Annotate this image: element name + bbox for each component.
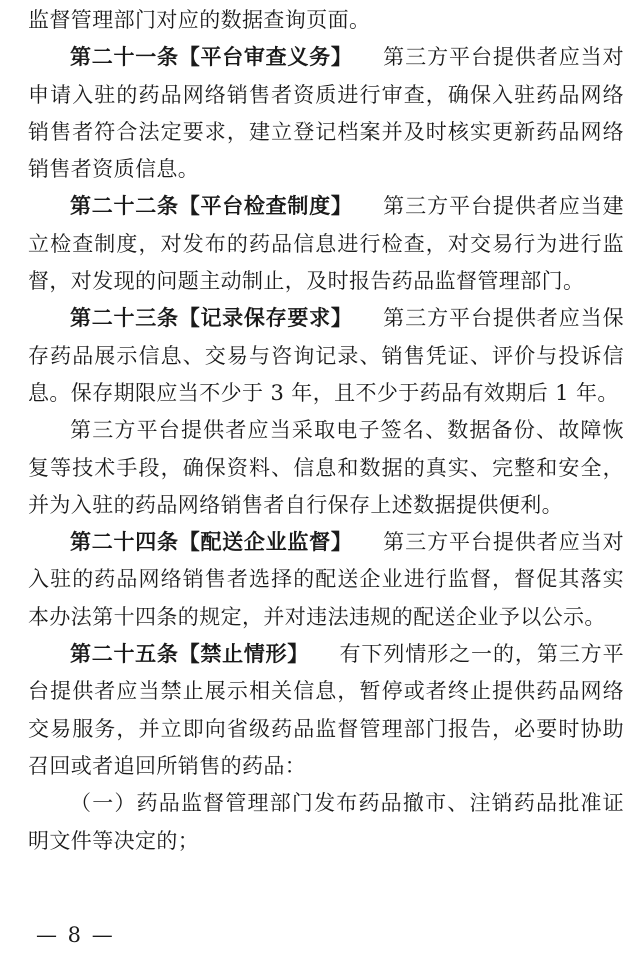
article-24	[28, 524, 624, 636]
article-24-text: 第三方平台提供者应当对入驻的药品网络销售者选择的配送企业进行监督，督促其落实本办法第十四条的规定，并对违法违规的配送企业予以公示。	[28, 530, 624, 629]
document-body	[28, 2, 624, 860]
article-23-paragraph-2	[28, 412, 624, 524]
article-21	[28, 39, 624, 188]
article-24-heading: 第二十四条【配送企业监督】	[70, 530, 353, 555]
article-23-text: 第三方平台提供者应当保存药品展示信息、交易与咨询记录、销售凭证、评价与投诉信息。保存期限应当不少于 3 年，且不少于药品有效期后 1 年。	[28, 306, 624, 405]
article-22-heading: 第二十二条【平台检查制度】	[70, 194, 353, 219]
article-23-heading: 第二十三条【记录保存要求】	[70, 306, 353, 331]
article-25-item-1	[28, 785, 624, 860]
paragraph-continuation	[28, 2, 624, 39]
article-21-heading: 第二十一条【平台审查义务】	[70, 45, 353, 70]
article-25-heading: 第二十五条【禁止情形】	[70, 642, 309, 667]
article-25	[28, 636, 624, 785]
page-number: — 8 —	[36, 923, 115, 947]
article-22	[28, 188, 624, 300]
article-23	[28, 300, 624, 412]
paragraph-text: 监督管理部门对应的数据查询页面。	[28, 8, 371, 32]
article-25-text: 有下列情形之一的，第三方平台提供者应当禁止展示相关信息，暂停或者终止提供药品网络交易服务，并立即向省级药品监督管理部门报告，必要时协助召回或者追回所销售的药品：	[28, 642, 625, 778]
article-23-paragraph-2-text: 第三方平台提供者应当采取电子签名、数据备份、故障恢复等技术手段，确保资料、信息和数据的真实、完整和安全，并为入驻的药品网络销售者自行保存上述数据提供便利。	[28, 418, 624, 517]
article-21-text: 第三方平台提供者应当对申请入驻的药品网络销售者资质进行审查，确保入驻药品网络销售者符合法定要求，建立登记档案并及时核实更新药品网络销售者资质信息。	[28, 45, 624, 182]
article-25-item-1-text: （一）药品监督管理部门发布药品撤市、注销药品批准证明文件等决定的；	[28, 791, 624, 853]
article-22-text: 第三方平台提供者应当建立检查制度，对发布的药品信息进行检查，对交易行为进行监督，对发现的问题主动制止，及时报告药品监督管理部门。	[28, 194, 624, 294]
